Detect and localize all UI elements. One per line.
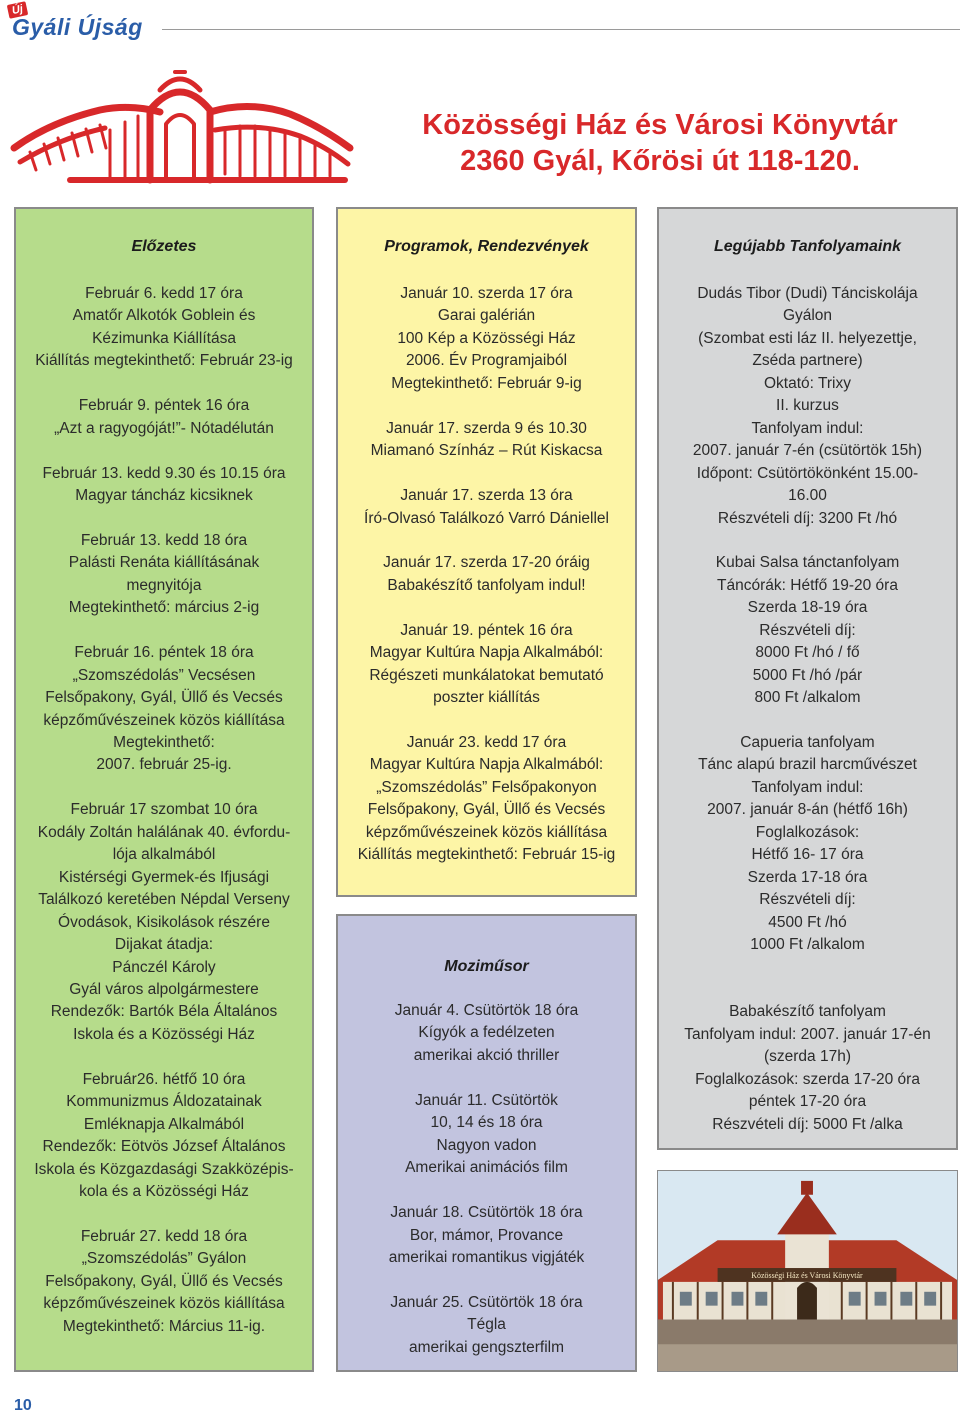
entry-line: Tégla <box>467 1316 506 1334</box>
headline-address: 2360 Gyál, Kőrösi út 118-120. <box>460 145 860 177</box>
entry-line: Szerda 17-18 óra <box>747 868 868 886</box>
entry-line: Január 19. péntek 16 óra <box>400 621 573 639</box>
entry-line: Rendezők: Eötvös József Általános <box>42 1138 286 1156</box>
entry-line: „Azt a ragyogóját!”- Nótadélután <box>54 419 274 437</box>
entry-line: Emléknapja Alkalmából <box>83 1115 245 1133</box>
entry-line: képzőművészeinek közös kiállítása <box>365 823 608 841</box>
column-tanfolyamok <box>657 207 958 1150</box>
entry-line: Kígyók a fedélzeten <box>418 1024 555 1042</box>
entry-line: Magyar Kultúra Napja Alkalmából: <box>369 644 604 662</box>
entry-line: Táncórák: Hétfő 19-20 óra <box>717 576 898 594</box>
entry-spacer <box>659 710 956 732</box>
entry-line: Dudás Tibor (Dudi) Tánciskolája <box>697 285 918 302</box>
entry-line: 100 Kép a Közösségi Ház <box>397 329 576 347</box>
entry-line: 8000 Ft /hó / fő <box>755 644 860 662</box>
entry-spacer <box>338 597 635 619</box>
masthead <box>0 0 960 50</box>
entry-line: Szerda 18-19 óra <box>747 599 868 617</box>
entry-line: „Szomszédolás” Vecsésen <box>72 666 256 684</box>
building-photo <box>657 1170 958 1372</box>
headline <box>360 107 960 179</box>
entry-line: Január 18. Csütörtök 18 óra <box>390 1204 583 1222</box>
entry-line: Kiállítás megtekinthető: Február 23-ig <box>35 352 293 370</box>
entry-spacer <box>16 620 312 642</box>
building-sign-text: Közösségi Ház és Városi Könyvtár <box>751 1270 863 1280</box>
entry-line: kola és a Közösségi Ház <box>79 1183 249 1201</box>
entry-line: Február 27. kedd 18 óra <box>80 1227 248 1245</box>
entry-spacer <box>338 463 635 485</box>
entry-line: Január 17. szerda 9 és 10.30 <box>386 419 587 437</box>
entry-line: 5000 Ft /hó /pár <box>752 666 863 684</box>
column-mozimusor <box>336 914 637 1372</box>
entry-line: 16.00 <box>788 487 827 505</box>
entry-spacer <box>16 1203 312 1225</box>
entry-line: Kiállítás megtekinthető: Február 15-ig <box>357 846 616 864</box>
uj-badge: Új <box>7 1 28 19</box>
entry-line: Régészeti munkálatokat bemutató <box>369 666 604 684</box>
entry-line: Író-Olvasó Találkozó Varró Dániellel <box>364 509 609 527</box>
entry-line: Óvodások, Kisikolások részére <box>58 913 270 931</box>
programok-lines <box>338 283 635 867</box>
entry-line: Február26. hétfő 10 óra <box>82 1070 246 1088</box>
entry-line: (Szombat esti láz II. helyezettje, <box>698 329 917 347</box>
entry-line: Bor, mámor, Provance <box>409 1226 564 1244</box>
entry-line: 2007. február 25-ig. <box>96 756 232 774</box>
entry-line: Január 25. Csütörtök 18 óra <box>390 1293 583 1311</box>
entry-line: amerikai gengszterfilm <box>408 1338 565 1356</box>
entry-line: Február 9. péntek 16 óra <box>78 397 250 415</box>
entry-spacer <box>16 373 312 395</box>
entry-spacer <box>16 508 312 530</box>
entry-spacer <box>338 395 635 417</box>
entry-line: Felsőpakony, Gyál, Üllő és Vecsés <box>45 1272 283 1290</box>
entry-spacer <box>338 1067 635 1089</box>
entry-line: Pánczél Károly <box>112 958 216 976</box>
entry-line: Babakészítő tanfolyam <box>729 1003 886 1021</box>
entry-line: 2007. január 7-én (csütörtök 15h) <box>692 442 923 460</box>
entry-line: (szerda 17h) <box>763 1048 851 1066</box>
entry-line: „Szomszédolás” Felsőpakonyon <box>376 778 597 796</box>
entry-line: Hétfő 16- 17 óra <box>751 846 864 864</box>
entry-line: Kézimunka Kiállítása <box>92 329 236 347</box>
entry-line: Felsőpakony, Gyál, Üllő és Vecsés <box>45 689 283 707</box>
column-title-programok: Programok, Rendezvények <box>384 238 589 255</box>
entry-line: Tanfolyam indul: 2007. január 17-én <box>684 1025 931 1043</box>
entry-spacer <box>659 530 956 552</box>
entry-line: képzőművészeinek közös kiállítása <box>43 1295 285 1313</box>
entry-spacer <box>16 777 312 799</box>
entry-line: Nagyon vadon <box>436 1136 537 1154</box>
entry-line: Felsőpakony, Gyál, Üllő és Vecsés <box>367 801 606 819</box>
column-programok <box>336 207 637 897</box>
elozetes-lines <box>16 283 312 1338</box>
entry-line: Zséda partnere) <box>752 352 863 370</box>
entry-line: Február 16. péntek 18 óra <box>74 644 254 662</box>
entry-line: Foglalkozások: <box>755 823 860 841</box>
entry-line: 1000 Ft /alkalom <box>750 936 865 954</box>
entry-line: Magyar táncház kicsiknek <box>75 487 253 505</box>
entry-line: Tánc alapú brazil harcművészet <box>698 756 917 774</box>
entry-line: Amerikai animációs film <box>405 1159 568 1177</box>
newspaper-title: Gyáli Újság <box>12 14 143 40</box>
entry-line: Február 13. kedd 18 óra <box>80 531 248 549</box>
entry-line: Magyar Kultúra Napja Alkalmából: <box>369 756 604 774</box>
entry-line: Részvételi díj: <box>759 621 856 639</box>
entry-line: Miamanó Színház – Rút Kiskacsa <box>370 442 603 460</box>
entry-line: Részvételi díj: 5000 Ft /alka <box>712 1115 903 1133</box>
entry-line: Babakészítő tanfolyam indul! <box>387 576 586 594</box>
entry-line: Részvételi díj: 3200 Ft /hó <box>717 509 898 527</box>
entry-line: Január 4. Csütörtök 18 óra <box>394 1002 579 1019</box>
entry-line: 4500 Ft /hó <box>768 913 847 931</box>
entry-line: 2006. Év Programjaiból <box>405 352 568 370</box>
entry-line: Részvételi díj: <box>759 891 856 909</box>
entry-line: Tanfolyam indul: <box>751 778 864 796</box>
entry-line: Amatőr Alkotók Goblein és <box>72 307 256 325</box>
entry-spacer <box>16 440 312 462</box>
headline-institution: Közösségi Ház és Városi Könyvtár <box>422 109 898 141</box>
entry-line: 10, 14 és 18 óra <box>430 1114 543 1132</box>
entry-line: Tanfolyam indul: <box>751 419 864 437</box>
entry-line: megnyitója <box>126 576 202 594</box>
mozimusor-lines <box>338 1000 635 1359</box>
entry-line: Gyálon <box>782 307 833 325</box>
entry-line: Rendezők: Bartók Béla Általános <box>50 1003 278 1021</box>
entry-line: Foglalkozások: szerda 17-20 óra <box>695 1070 920 1088</box>
entry-line: Iskola és Közgazdasági Szakközépis- <box>34 1160 294 1178</box>
entry-line: Február 6. kedd 17 óra <box>85 285 243 302</box>
entry-line: Megtekinthető: Március 11-ig. <box>62 1317 266 1335</box>
entry-line: Időpont: Csütörtökönként 15.00- <box>696 464 919 482</box>
entry-spacer <box>338 1269 635 1291</box>
entry-line: Január 11. Csütörtök <box>415 1091 558 1109</box>
entry-line: Megtekinthető: március 2-ig <box>68 599 260 617</box>
entry-line: Palásti Renáta kiállításának <box>68 554 260 572</box>
entry-line: Kistérségi Gyermek-és Ifjusági <box>58 868 270 886</box>
column-title-elozetes: Előzetes <box>131 238 197 255</box>
column-title-mozimusor: Moziműsor <box>444 958 529 975</box>
entry-line: poszter kiállítás <box>433 689 540 707</box>
column-title-tanfolyamok: Legújabb Tanfolyamaink <box>714 238 901 255</box>
entry-spacer <box>338 710 635 732</box>
entry-line: Találkozó keretében Népdal Verseny <box>38 891 290 909</box>
entry-line: Oktató: Trixy <box>764 374 851 392</box>
entry-line: Február 17 szombat 10 óra <box>70 801 258 819</box>
entry-line: 800 Ft /alkalom <box>754 689 861 707</box>
entry-line: Garai galérián <box>437 307 536 325</box>
entry-line: „Szomszédolás” Gyálon <box>81 1250 247 1268</box>
entry-line: Január 23. kedd 17 óra <box>406 733 567 751</box>
entry-line: Megtekinthető: Február 9-ig <box>391 374 582 392</box>
entry-line: Kubai Salsa tánctanfolyam <box>715 554 900 572</box>
page-number: 10 <box>14 1397 32 1414</box>
entry-line: Január 10. szerda 17 óra <box>400 285 573 302</box>
entry-spacer <box>338 1180 635 1202</box>
entry-line: Dijakat átadja: <box>114 936 214 954</box>
entry-spacer <box>659 979 956 1001</box>
entry-line: Kommunizmus Áldozatainak <box>66 1093 262 1111</box>
entry-line: Iskola és a Közösségi Ház <box>73 1025 255 1043</box>
entry-line: lója alkalmából <box>112 846 216 864</box>
entry-line: Megtekinthető: <box>113 734 215 751</box>
entry-line: Kodály Zoltán halálának 40. évfordu- <box>37 823 291 841</box>
column-elozetes <box>14 207 314 1372</box>
entry-line: Február 13. kedd 9.30 és 10.15 óra <box>42 464 286 482</box>
entry-line: péntek 17-20 óra <box>748 1093 867 1111</box>
entry-spacer <box>338 530 635 552</box>
masthead-rule <box>162 29 960 30</box>
entry-line: Január 17. szerda 13 óra <box>400 487 573 505</box>
entry-line: képzőművészeinek közös kiállítása <box>43 711 285 729</box>
entry-line: Gyál város alpolgármestere <box>69 980 259 998</box>
community-house-logo <box>10 70 355 190</box>
entry-line: II. kurzus <box>776 397 839 415</box>
entry-line: Capueria tanfolyam <box>740 734 875 752</box>
entry-line: Január 17. szerda 17-20 óráig <box>383 554 590 572</box>
entry-line: amerikai akció thriller <box>413 1046 560 1064</box>
entry-line: 2007. január 8-án (hétfő 16h) <box>707 801 908 819</box>
entry-line: amerikai romantikus vigjáték <box>388 1248 585 1266</box>
entry-spacer <box>659 957 956 979</box>
tanfolyamok-lines <box>659 283 956 1136</box>
entry-spacer <box>16 1046 312 1068</box>
